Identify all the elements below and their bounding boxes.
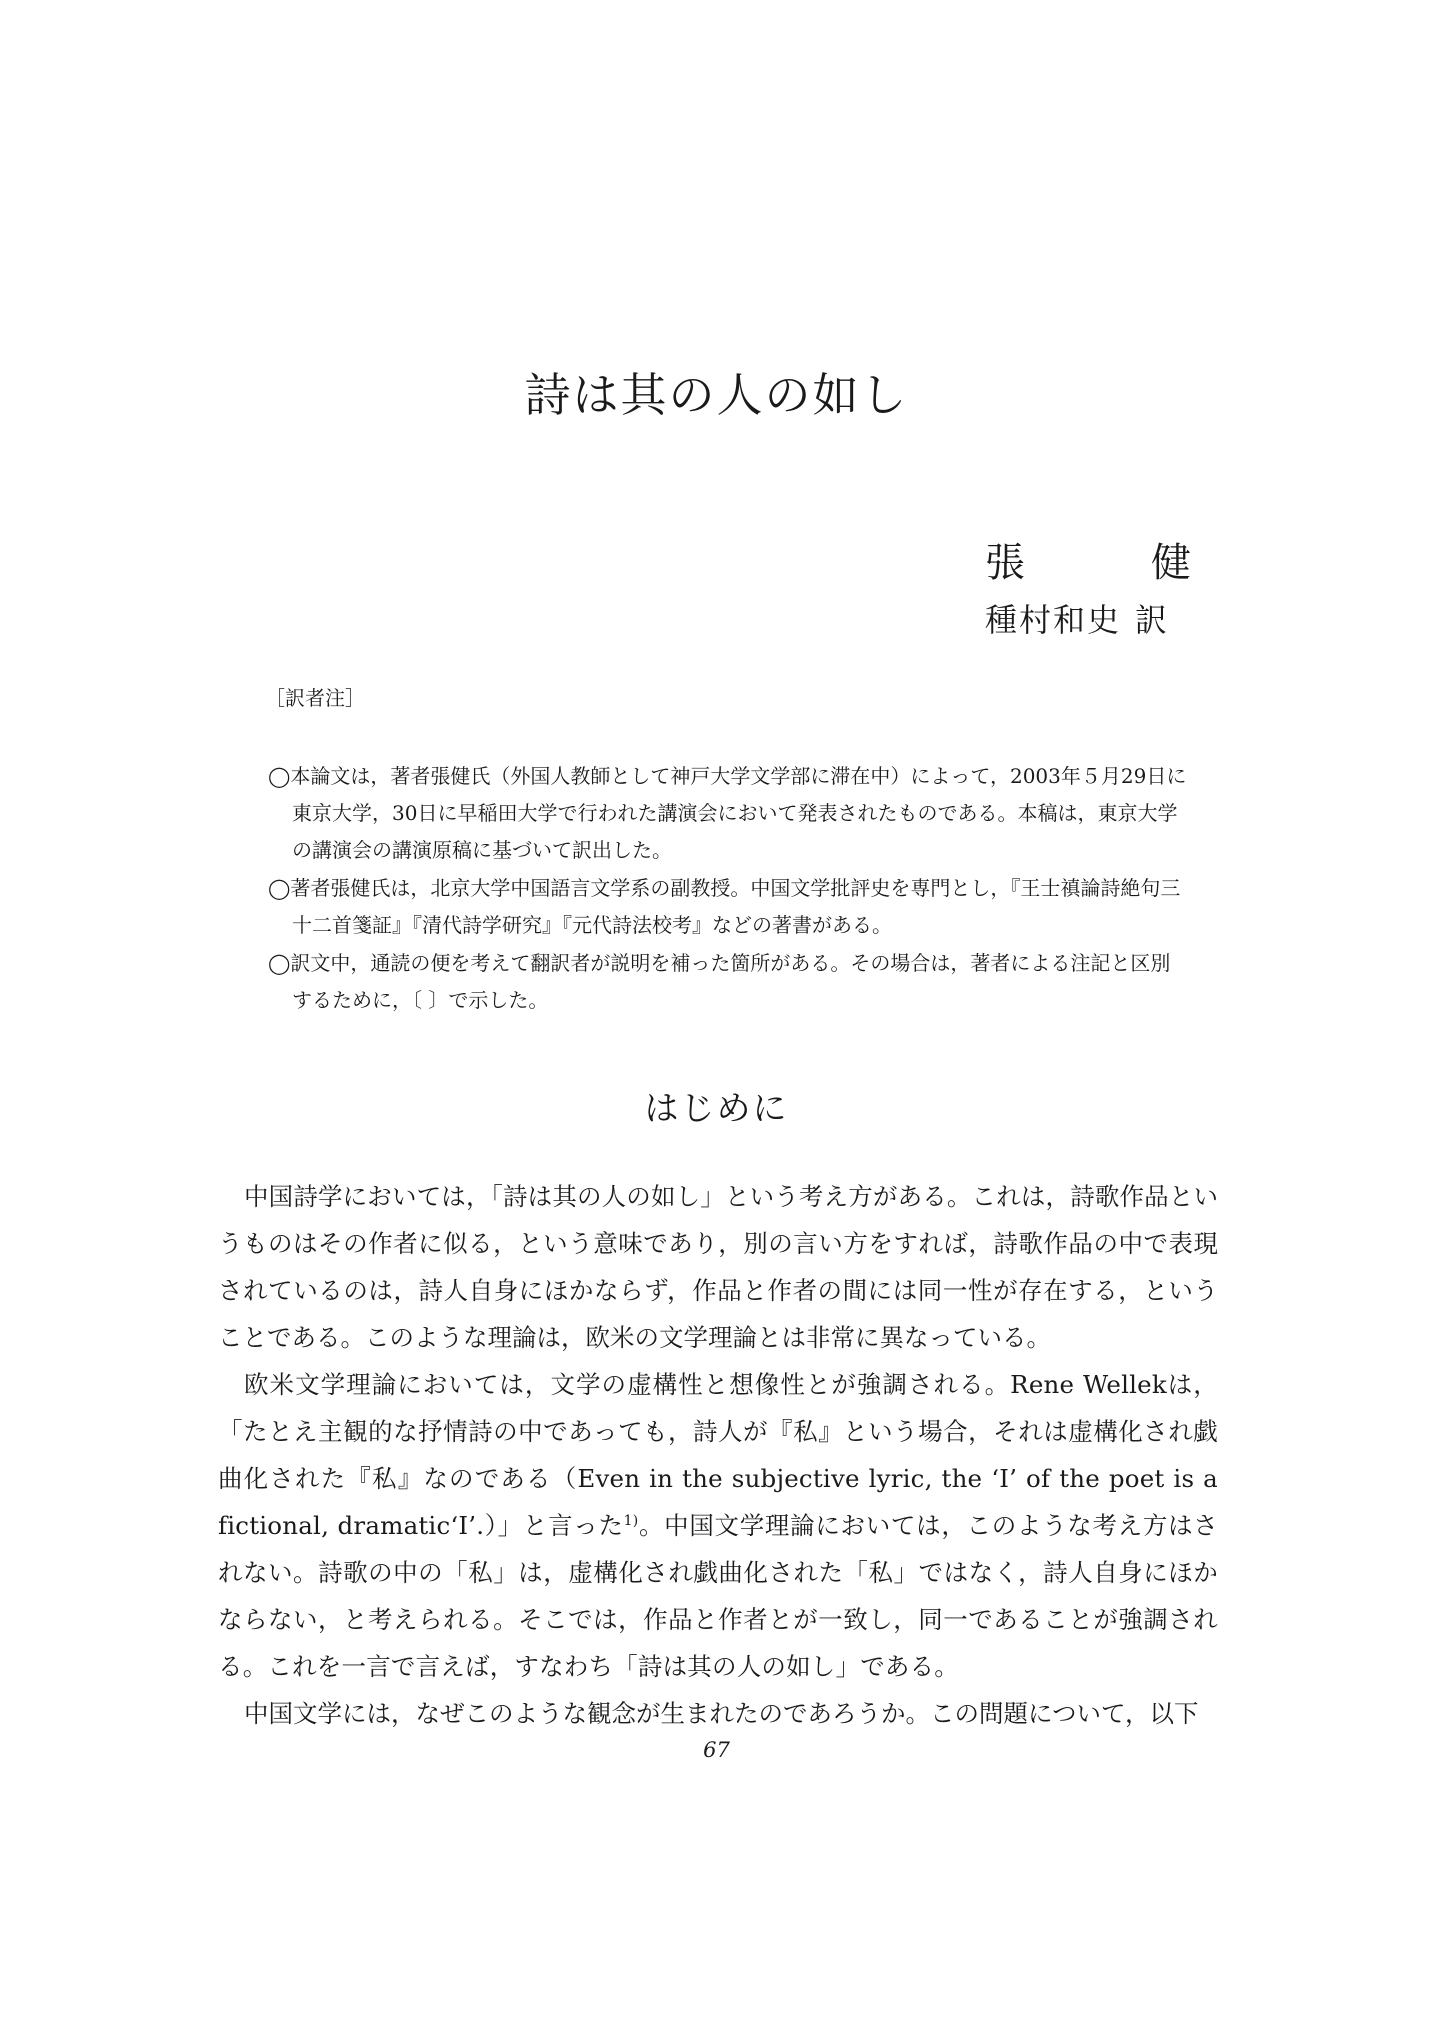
body-text-segment: 欧米文学理論においては，文学の虚構性と想像性とが強調される。Rene Wellekは，「たとえ主観的な抒情詩の中であっても，詩人が『私』という場合，それは虚構化され戯曲化された『私』なのである（Even in the subjective lyric, the ‘I’ of the poet is a fictional, dramatic‘I’.）」と言った	[218, 1370, 1218, 1540]
article-title: 詩は其の人の如し	[524, 368, 909, 422]
translator-role: 訳	[1135, 601, 1170, 639]
body-text-segment: 。中国文学理論においては，このような考え方はされない。詩歌の中の「私」は，虚構化され戯曲化された「私」ではなく，詩人自身にほかならない，と考えられる。そこでは，作品と作者とが一致し，同一であることが強調される。これを一言で言えば，すなわち「詩は其の人の如し」である。	[218, 1511, 1218, 1681]
body-paragraph: 中国詩学においては，「詩は其の人の如し」という考え方がある。これは，詩歌作品というものはその作者に似る，という意味であり，別の言い方をすれば，詩歌作品の中で表現されているのは，詩人自身にほかならず，作品と作者の間には同一性が存在する，ということである。このような理論は，欧米の文学理論とは非常に異なっている。	[218, 1182, 1218, 1352]
body-text	[218, 1173, 1218, 1737]
section-heading: はじめに	[644, 1089, 789, 1129]
author-block	[985, 535, 1205, 645]
translator-name: 種村和史	[985, 601, 1122, 639]
author-given-name: 健	[1151, 540, 1191, 586]
page-number: 67	[703, 1738, 730, 1762]
translator-notes-heading: ［訳者注］	[265, 686, 365, 710]
translator-note-item: ◯訳文中，通読の便を考えて翻訳者が説明を補った箇所がある。その場合は，著者による注記と区別するために，〔 〕で示した。	[268, 951, 1171, 1012]
body-paragraph: 中国文学には，なぜこのような観念が生まれたのであろうか。この問題について，以下	[244, 1699, 1199, 1728]
translator-note-item: ◯本論文は，著者張健氏（外国人教師として神戸大学文学部に滞在中）によって，2003年５月29日に東京大学，30日に早稲田大学で行われた講演会において発表されたものである。本稿は，東京大学の講演会の講演原稿に基づいて訳出した。	[268, 764, 1187, 862]
translator-line	[985, 595, 1205, 645]
author-family-name: 張	[985, 540, 1025, 586]
author-name	[985, 535, 1205, 591]
body-paragraph	[218, 1361, 1218, 1690]
translator-note-item: ◯著者張健氏は，北京大学中国語言文学系の副教授。中国文学批評史を専門とし，『王士禛論詩絶句三十二首箋証』『清代詩学研究』『元代詩法校考』などの著書がある。	[268, 876, 1181, 937]
footnote-marker[interactable]: 1)	[623, 1512, 639, 1529]
translator-notes-list	[268, 758, 1188, 1020]
